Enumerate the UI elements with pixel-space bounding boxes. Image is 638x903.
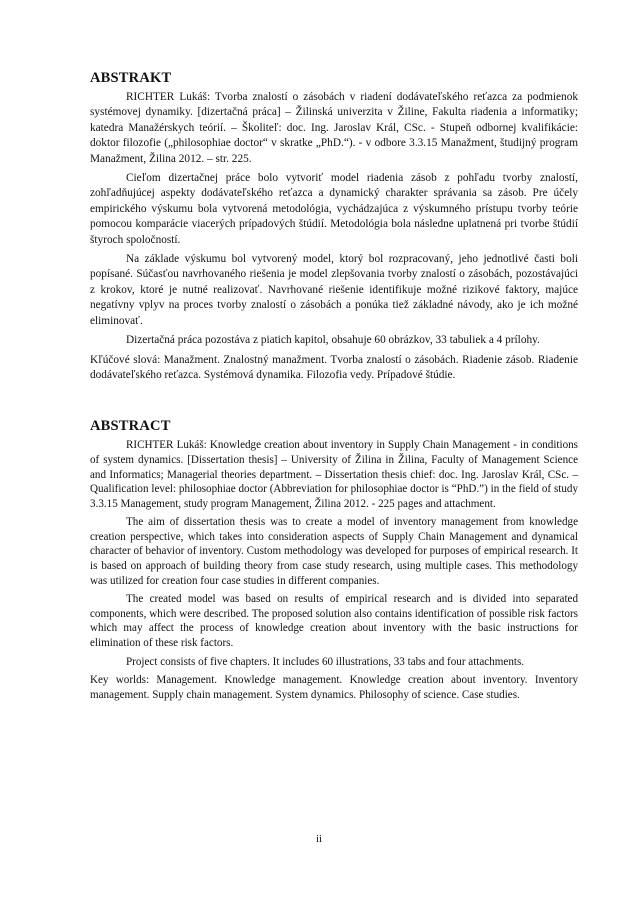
- abstract-model-paragraph: The created model was based on results of empirical research and is divided into separated components, which were described. The proposed solution also contains identification of possible risk factors which may affect the process of knowledge creation about inventory with the basic instructions for elimination of these risk factors.: [90, 593, 578, 650]
- abstract-citation: RICHTER Lukáš: Knowledge creation about inventory in Supply Chain Management - in conditions of system dynamics. [Dissertation thesis] – University of Žilina in Žilina, Faculty of Management Science and Informatics; Managerial theories department. – Dissertation thesis chief: doc. Ing. Jaroslav Král, CSc. – Qualification level: philosophiae doctor (Abbreviation for philosophiae doctor is “PhD.”) in the field of study 3.3.15 Management, study program Management, Žilina 2012. - 225 pages and attachment.: [90, 439, 578, 510]
- abstract-structure-paragraph: Project consists of five chapters. It includes 60 illustrations, 33 tabs and four attachments.: [126, 655, 525, 668]
- abstract-keywords: Key worlds: Management. Knowledge management. Knowledge creation about inventory. Inventory management. Supply chain management. System dynamics. Philosophy of science. Case studies.: [90, 674, 578, 701]
- abstract-aim-paragraph: The aim of dissertation thesis was to create a model of inventory management from knowledge creation perspective, which takes into consideration aspects of Supply Chain Management and dynamical character of behavior of inventory. Custom methodology was developed for purposes of empirical research. It is based on approach of building theory from case study research, using multiple cases. This methodology was utilized for creation four case studies in different companies.: [90, 516, 578, 587]
- abstrakt-heading: ABSTRAKT: [90, 70, 172, 86]
- abstrakt-section: [90, 70, 578, 383]
- abstrakt-keywords: Kľúčové slová: Manažment. Znalostný manažment. Tvorba znalostí o zásobách. Riadenie zásob. Riadenie dodávateľského reťazca. Systémová dynamika. Filozofia vedy. Prípadové štúdie.: [90, 353, 578, 381]
- abstrakt-model-paragraph: Na základe výskumu bol vytvorený model, ktorý bol rozpracovaný, jeho jednotlivé časti boli popísané. Súčasťou navrhovaného riešenia je model zlepšovania tvorby znalostí o zásobách, pozostávajúci z krokov, ktoré je nutné realizovať. Navrhované riešenie identifikuje možné rizikové faktory, majúce negatívny vplyv na proces tvorby znalostí o zásobách a ponúka tiež základné návody, ako je ich možné eliminovať.: [90, 253, 578, 327]
- abstrakt-structure-paragraph: Dizertačná práca pozostáva z piatich kapitol, obsahuje 60 obrázkov, 33 tabuliek a 4 prílohy.: [126, 334, 540, 347]
- abstract-heading: ABSTRACT: [90, 418, 171, 435]
- abstrakt-citation: RICHTER Lukáš: Tvorba znalostí o zásobách v riadení dodávateľského reťazca za podmienok systémovej dynamiky. [dizertačná práca] – Žilinská univerzita v Žiline, Fakulta riadenia a informatiky; katedra Manažérskych teórií. – Školiteľ: doc. Ing. Jaroslav Král, CSc. - Stupeň odbornej kvalifikácie: doktor filozofie („philosophiae doctor“ v skratke „PhD.“). - v odbore 3.3.15 Manažment, študijný program Manažment, Žilina 2012. – str. 225.: [90, 91, 578, 165]
- page-number: ii: [315, 833, 323, 845]
- abstrakt-goal-paragraph: Cieľom dizertačnej práce bolo vytvoriť model riadenia zásob z pohľadu tvorby znalostí, zohľadňujúcej aspekty dodávateľského reťazca a dynamický charakter správania sa zásob. Pre účely empirického výskumu bola vytvorená metodológia, vychádzajúca z výskumného prístupu tvorby teórie pomocou komparácie viacerých prípadových štúdií. Metodológia bola následne uplatnená pri tvorbe štúdií štyroch spoločností.: [90, 172, 578, 246]
- abstract-section: [90, 418, 578, 702]
- document-page: [90, 70, 578, 702]
